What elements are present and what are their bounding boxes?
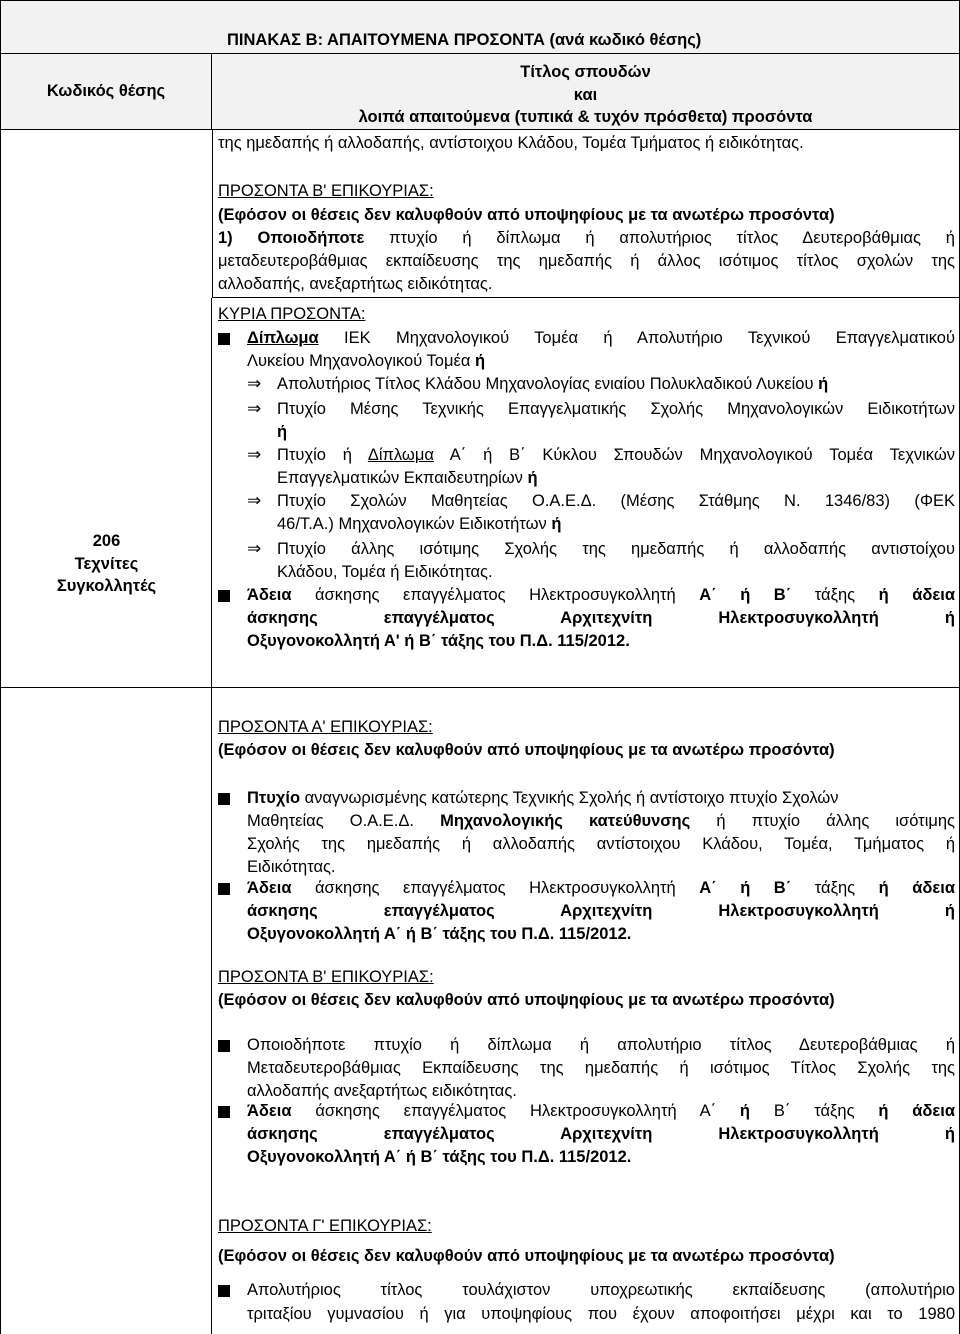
table-title: ΠΙΝΑΚΑΣ Β: ΑΠΑΙΤΟΥΜΕΝΑ ΠΡΟΣΟΝΤΑ (ανά κωδικό θέσης)	[227, 31, 702, 49]
main-item2-line2: άσκησης επαγγέλματος Αρχιτεχνίτη Ηλεκτροσυγκολλητή ή	[247, 609, 955, 627]
c-aux-heading: ΠΡΟΣΟΝΤΑ Γ' ΕΠΙΚΟΥΡΙΑΣ:	[218, 1217, 432, 1235]
b-aux-item2-line2: άσκησης επαγγέλματος Αρχιτεχνίτη Ηλεκτροσυγκολλητή ή	[247, 1125, 955, 1143]
main-item2-line3: Οξυγονοκολλητή Α' ή Β΄ τάξης του Π.Δ. 115/2012.	[247, 632, 630, 650]
header-title-line2: και	[573, 85, 598, 104]
arrow-icon: ⇒	[247, 399, 262, 418]
bullet-icon	[218, 590, 230, 602]
arrow-icon: ⇒	[247, 374, 262, 393]
main-item1-line1	[247, 327, 955, 350]
b-aux-item2-text-c: Β΄ τάξης	[773, 1102, 855, 1120]
a-aux-item1-text: αναγνωρισμένης κατώτερης Τεχνικής Σχολής ή αντίστοιχο πτυχίο Σχολών	[304, 789, 839, 807]
b-aux-note-top: (Εφόσον οι θέσεις δεν καλυφθούν από υποψηφίους με τα ανωτέρω προσόντα)	[218, 206, 835, 224]
continuation-line1: της ημεδαπής ή αλλοδαπής, αντίστοιχου Κλάδου, Τομέα Τμήματος ή ειδικότητας.	[218, 134, 804, 152]
b1-line1	[218, 227, 955, 250]
arrow-item2-line2: ή	[277, 423, 288, 441]
b-aux-item2-line1	[247, 1100, 955, 1123]
arrow-item2-line1: Πτυχίο Μέσης Τεχνικής Επαγγελματικής Σχολής Μηχανολογικών Ειδικοτήτων	[277, 400, 955, 418]
b1-line2: μεταδευτεροβάθμιας εκπαίδευσης της ημεδαπής ή άλλος ισότιμος τίτλος σχολών της	[218, 252, 955, 270]
a-aux-item1-bold: Πτυχίο	[247, 789, 301, 807]
arrow-item3-line2-text: Επαγγελματικών Εκπαιδευτηρίων	[277, 469, 523, 487]
position-name-line1: Τεχνίτες	[74, 554, 139, 573]
a-aux-item2-text-c: τάξης	[814, 879, 856, 897]
arrow-item3-line2	[277, 467, 955, 490]
arrow-icon: ⇒	[247, 491, 262, 510]
header-code-label: Κωδικός θέσης	[46, 82, 166, 100]
c-aux-item1-line2: τριταξίου γυμνασίου ή για υποψηφίους που έχουν αποφοιτήσει μέχρι και το 1980	[247, 1305, 955, 1323]
position-name-line2: Συγκολλητές	[56, 577, 157, 595]
b-aux-item2-text-a: άσκησης επαγγέλματος Ηλεκτροσυγκολλητή Α΄	[315, 1102, 717, 1120]
b1-line1-text: πτυχίο ή δίπλωμα ή απολυτήριος τίτλος Δευτεροβάθμιας ή	[389, 229, 955, 247]
a-aux-item2-text-d: ή άδεια	[878, 879, 955, 897]
bullet-icon	[218, 793, 230, 805]
main-item1-or: ή	[474, 352, 486, 370]
a-aux-item2-line1	[247, 877, 955, 900]
b-aux-note: (Εφόσον οι θέσεις δεν καλυφθούν από υποψηφίους με τα ανωτέρω προσόντα)	[218, 991, 835, 1009]
b-aux-item2-text-d: ή άδεια	[878, 1102, 955, 1120]
arrow-item3-text-c: Α΄ ή Β΄ Κύκλου Σπουδών Μηχανολογικού Τομέα Τεχνικών	[449, 446, 955, 464]
bullet-icon	[218, 1040, 230, 1052]
b-aux-heading: ΠΡΟΣΟΝΤΑ Β' ΕΠΙΚΟΥΡΙΑΣ:	[218, 968, 434, 986]
header-title-column	[212, 54, 959, 130]
b1-line3: αλλοδαπής, ανεξαρτήτως ειδικότητας.	[218, 275, 493, 293]
main-item2-bold: Άδεια	[247, 586, 292, 604]
a-aux-item2-bold: Άδεια	[247, 879, 292, 897]
bullet-icon	[218, 1285, 230, 1297]
a-aux-item2-text-a: άσκησης επαγγέλματος Ηλεκτροσυγκολλητή	[315, 879, 676, 897]
table-title-row	[1, 0, 959, 54]
arrow-item3-text-a: Πτυχίο ή	[277, 446, 352, 464]
main-item2-line1	[247, 584, 955, 607]
main-item2-text-c: τάξης	[814, 586, 856, 604]
header-title-line1: Τίτλος σπουδών	[520, 63, 651, 81]
a-aux-note: (Εφόσον οι θέσεις δεν καλυφθούν από υποψηφίους με τα ανωτέρω προσόντα)	[218, 741, 835, 759]
b-aux-item1-line1: Οποιοδήποτε πτυχίο ή δίπλωμα ή απολυτήριο τίτλος Δευτεροβάθμιας ή	[247, 1036, 955, 1054]
arrow-item5-line1: Πτυχίο άλλης ισότιμης Σχολής της ημεδαπής ή αλλοδαπής αντιστοίχου	[277, 540, 955, 558]
a-aux-item2-line3: Οξυγονοκολλητή Α΄ ή Β΄ τάξης του Π.Δ. 115/2012.	[247, 925, 632, 943]
a-aux-heading: ΠΡΟΣΟΝΤΑ Α' ΕΠΙΚΟΥΡΙΑΣ:	[218, 718, 433, 736]
arrow-item4-line2	[277, 513, 955, 536]
main-heading: ΚΥΡΙΑ ΠΡΟΣΟΝΤΑ:	[218, 305, 366, 323]
arrow-item1-text: Απολυτήριος Τίτλος Κλάδου Μηχανολογίας ενιαίου Πολυκλαδικού Λυκείου	[277, 375, 814, 393]
arrow-item3-diploma: Δίπλωμα	[367, 446, 434, 464]
b-aux-item2-or: ή	[739, 1102, 751, 1120]
a-aux-item1-line4: Ειδικότητας.	[247, 858, 336, 876]
position-code: 206	[92, 532, 121, 550]
arrow-icon: ⇒	[247, 539, 262, 558]
b-aux-item1-line3: αλλοδαπής ανεξαρτήτως ειδικότητας.	[247, 1082, 517, 1100]
bullet-icon	[218, 333, 230, 345]
arrow-item3-line1	[277, 444, 955, 467]
a-aux-item2-line2: άσκησης επαγγέλματος Αρχιτεχνίτη Ηλεκτροσυγκολλητή ή	[247, 902, 955, 920]
arrow-item4-or: ή	[551, 515, 562, 533]
position-code-cell	[1, 298, 212, 688]
bullet-icon	[218, 883, 230, 895]
main-item2-text-a: άσκησης επαγγέλματος Ηλεκτροσυγκολλητή	[315, 586, 676, 604]
b1-bold: 1) Οποιοδήποτε	[218, 229, 365, 247]
header-code-column	[1, 54, 212, 130]
b-aux-item2-bold: Άδεια	[247, 1102, 292, 1120]
bullet-icon	[218, 1106, 230, 1118]
header-title-line3: λοιπά απαιτούμενα (τυπικά & τυχόν πρόσθετα) προσόντα	[358, 108, 813, 126]
main-item1-text: ΙΕΚ Μηχανολογικού Τομέα ή Απολυτήριο Τεχνικού Επαγγελματικού	[344, 329, 955, 347]
arrow-item4-line2-text: 46/Τ.Α.) Μηχανολογικών Ειδικοτήτων	[277, 515, 547, 533]
arrow-item3-or: ή	[527, 469, 538, 487]
a-aux-item1-line2	[247, 810, 955, 833]
arrow-item1-or: ή	[818, 375, 829, 393]
a-aux-item1-line2-b: Μηχανολογικής κατεύθυνσης	[440, 812, 691, 830]
arrow-item1	[277, 373, 955, 396]
a-aux-item1-line3: Σχολής της ημεδαπής ή αλλοδαπής αντίστοιχου Κλάδου, Τομέα, Τμήματος ή	[247, 835, 955, 853]
b-aux-item2-line3: Οξυγονοκολλητή Α΄ ή Β΄ τάξης του Π.Δ. 115/2012.	[247, 1148, 632, 1166]
arrow-icon: ⇒	[247, 445, 262, 464]
main-item1-line2-text: Λυκείου Μηχανολογικού Τομέα	[247, 352, 471, 370]
b-aux-heading-top: ΠΡΟΣΟΝΤΑ Β' ΕΠΙΚΟΥΡΙΑΣ:	[218, 182, 434, 200]
main-item1-bold: Δίπλωμα	[247, 329, 319, 347]
a-aux-item1-line2-a: Μαθητείας Ο.Α.Ε.Δ.	[247, 812, 414, 830]
main-item1-line2	[247, 350, 955, 373]
code-column	[1, 298, 212, 1334]
main-item2-text-d: ή άδεια	[878, 586, 955, 604]
arrow-item4-line1: Πτυχίο Σχολών Μαθητείας Ο.Α.Ε.Δ. (Μέσης Στάθμης Ν. 1346/83) (ΦΕΚ	[277, 492, 955, 510]
c-aux-item1-line1: Απολυτήριος τίτλος τουλάχιστον υποχρεωτικής εκπαίδευσης (απολυτήριο	[247, 1281, 955, 1299]
a-aux-item2-class: Α΄ ή Β΄	[699, 879, 792, 897]
a-aux-item1-line1	[247, 787, 955, 810]
main-item2-class: Α΄ ή Β΄	[699, 586, 792, 604]
b-aux-item1-line2: Μεταδευτεροβάθμιας Εκπαίδευσης της ημεδαπής ή ισότιμος Τίτλος Σχολής της	[247, 1059, 955, 1077]
a-aux-item1-line2-c: ή πτυχίο άλλης ισότιμης	[716, 812, 955, 830]
c-aux-note: (Εφόσον οι θέσεις δεν καλυφθούν από υποψηφίους με τα ανωτέρω προσόντα)	[218, 1247, 835, 1265]
arrow-item5-line2: Κλάδου, Τομέα ή Ειδικότητας.	[277, 563, 493, 581]
